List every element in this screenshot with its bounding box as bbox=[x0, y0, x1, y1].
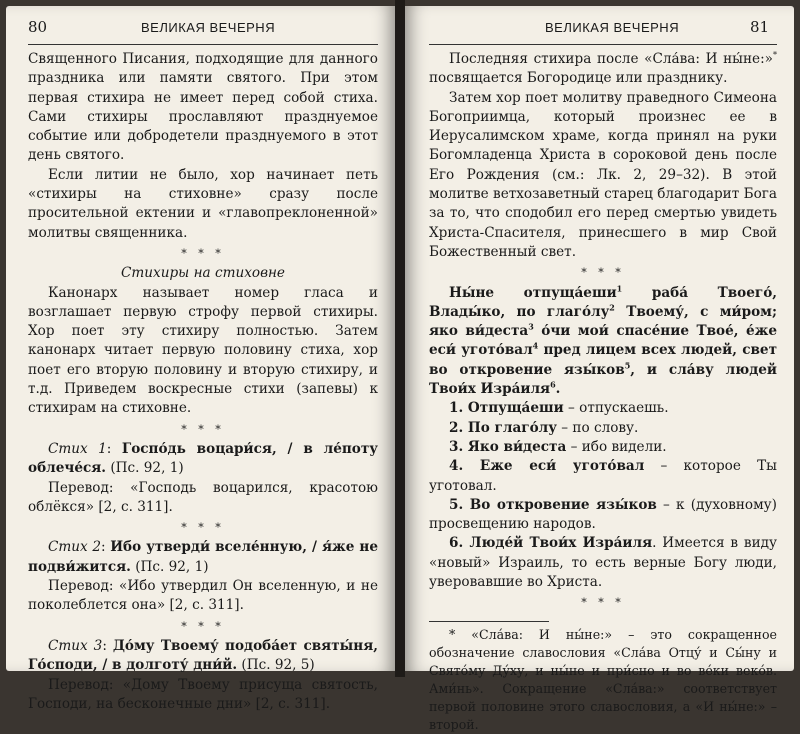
verse-ref: (Пс. 92, 5) bbox=[237, 657, 315, 674]
header-rule bbox=[429, 44, 777, 45]
left-page-body bbox=[28, 50, 378, 714]
verse-sep: : bbox=[100, 539, 111, 556]
prayer-fragment: Твоему́, с ми́ром; яко ви́деста bbox=[429, 303, 777, 340]
prayer-fragment: Ны́не отпуща́еши bbox=[449, 284, 617, 301]
gloss-mark: 5 bbox=[624, 360, 631, 371]
paragraph: Канонарх называет номер гласа и возглашает первую строфу первой стихиры. Хор поет эту стихиру полностью. Затем канонарх читает первую половину стиха, хор поет его вторую половину и вторую стихиру, и т.д. Приведем воскресные стихи (запевы) к стихирам на стиховне. bbox=[28, 284, 378, 417]
section-divider: * * * bbox=[581, 596, 625, 610]
prayer-fragment: раба́ Твоего́, Влады́ко, по глаго́лу bbox=[429, 284, 777, 320]
verse-ref: (Пс. 92, 1) bbox=[130, 558, 209, 575]
left-page bbox=[6, 6, 395, 712]
gloss-meaning: – по слову. bbox=[556, 419, 639, 436]
section-divider: * * * bbox=[581, 266, 625, 280]
gloss-term: 3. Яко ви́деста bbox=[449, 438, 567, 455]
running-head: ВЕЛИКАЯ ВЕЧЕРНЯ bbox=[545, 20, 680, 35]
running-head: ВЕЛИКАЯ ВЕЧЕРНЯ bbox=[141, 20, 276, 35]
right-page bbox=[405, 6, 794, 732]
subheading: Стихиры на стиховне bbox=[121, 265, 285, 282]
gloss-item bbox=[429, 534, 777, 592]
gloss-meaning: – ибо видели. bbox=[566, 438, 667, 455]
gloss-term: 6. Люде́й Твои́х Изра́иля bbox=[449, 535, 653, 552]
section-divider: * * * bbox=[181, 521, 225, 535]
gloss-term: 2. По глаго́лу bbox=[449, 419, 557, 436]
book-gutter bbox=[395, 0, 405, 677]
gloss-item bbox=[429, 419, 777, 438]
verse-1 bbox=[28, 440, 378, 479]
prayer-fragment: . bbox=[555, 381, 561, 398]
gloss-meaning: – которое Ты уготовал. bbox=[429, 458, 777, 494]
verse-text: Госпо́дь воцари́ся, / в ле́поту облече́ся. bbox=[28, 440, 378, 477]
prayer-text bbox=[429, 284, 777, 400]
gloss-mark: 4 bbox=[532, 340, 539, 351]
verse-text: Ибо утверди́ вселе́нную, / я́же не подви́жится. bbox=[28, 539, 379, 575]
paragraph-text: посвящается Богородице или празднику. bbox=[429, 70, 728, 87]
verse-sep: : bbox=[102, 637, 113, 654]
verse-translation: Перевод: «Господь воцарился, красотою облёкся» [2, с. 311]. bbox=[28, 479, 378, 515]
prayer-fragment: о́чи мои́ спасе́ние Твое́, е́же еси́ угото́вал bbox=[429, 323, 778, 359]
section-divider: * * * bbox=[181, 246, 225, 260]
section-divider: * * * bbox=[181, 422, 225, 436]
verse-translation: Перевод: «Ибо утвердил Он вселенную, и не поколеблется она» [2, с. 311]. bbox=[28, 578, 378, 614]
gloss-mark: 6 bbox=[550, 379, 556, 390]
header-rule bbox=[28, 44, 378, 45]
prayer-fragment: пред лицем всех людей, свет во откровение язы́ков bbox=[429, 342, 778, 378]
gloss-term: 4. Еже еси́ угото́вал bbox=[449, 458, 645, 475]
verse-3 bbox=[28, 637, 378, 676]
paragraph: Затем хор поет молитву праведного Симеона Богоприимца, который произнес ее в Иерусалимском храме, когда принял на руки Богомладенца Христа в сороковой день после Его Рождения (см.: Лк. 2, 29–32). В этой молитве ветхозаветный старец благодарит Бога за то, что сподобил его перед смертью увидеть Христа-Спасителя, принесшего в мир Свой Божественный свет. bbox=[429, 89, 777, 260]
paragraph-text: Последняя стихира после «Сла́ва: И ны́не:» bbox=[449, 51, 773, 67]
verse-sep: : bbox=[106, 440, 122, 457]
gloss-item bbox=[429, 438, 777, 457]
verse-text: До́му Твоему́ подоба́ет святы́ня, Го́споди, / в долготу́ дни́й. bbox=[28, 637, 378, 674]
right-page-body bbox=[429, 50, 777, 734]
gloss-meaning: . Имеется в виду «новый» Израиль, то есть верные Богу люди, уверовавшие во Христа. bbox=[429, 535, 777, 591]
section-divider: * * * bbox=[181, 619, 225, 633]
verse-2 bbox=[28, 538, 378, 577]
prayer-fragment: , и сла́ву людей Твои́х Изра́иля bbox=[429, 361, 777, 398]
footnote: * «Сла́ва: И ны́не:» – это сокращенное обозначение славословия «Сла́ва Отцу́ и Сы́ну и Свято́му Ду́ху, и ны́не и при́сно и во ве́ки веко́в. Ами́нь». Сокращение «Сла́ва:» соответствует первой половине этого славословия, а «И ны́не:» – второй. bbox=[429, 626, 777, 732]
footnote-rule bbox=[429, 621, 549, 622]
gloss-mark: 3 bbox=[528, 321, 534, 332]
page-number: 80 bbox=[28, 18, 48, 36]
paragraph bbox=[429, 50, 777, 89]
verse-label: Стих 3 bbox=[48, 637, 103, 654]
verse-label: Стих 1 bbox=[48, 440, 107, 457]
page-number: 81 bbox=[750, 18, 770, 36]
paragraph: Священного Писания, подходящие для данного праздника или памяти святого. При этом первая стихира не имеет перед собой стиха. Сами стихиры прославляют празднуемое событие или добродетели празднуемого в этот день святого. bbox=[28, 51, 378, 164]
paragraph: Если литии не было, хор начинает петь «стихиры на стиховне» сразу после просительной ектении и «главопреклоненной» молитвы священника. bbox=[28, 166, 378, 241]
verse-ref: (Пс. 92, 1) bbox=[106, 460, 184, 477]
gloss-meaning: – отпускаешь. bbox=[563, 400, 669, 417]
gloss-item bbox=[429, 457, 777, 496]
gloss-item bbox=[429, 496, 777, 535]
verse-translation: Перевод: «Дому Твоему присуща святость, Господи, на бесконечные дни» [2, с. 311]. bbox=[28, 676, 378, 712]
gloss-mark: 1 bbox=[616, 283, 623, 294]
footnote-mark: * bbox=[773, 50, 777, 60]
gloss-term: 1. Отпуща́еши bbox=[449, 400, 564, 417]
verse-label: Стих 2 bbox=[48, 539, 101, 556]
gloss-mark: 2 bbox=[609, 302, 615, 313]
gloss-item bbox=[429, 399, 777, 418]
gloss-meaning: – к (духовному) просвещению народов. bbox=[429, 496, 777, 533]
gloss-term: 5. Во откровение язы́ков bbox=[449, 496, 657, 513]
